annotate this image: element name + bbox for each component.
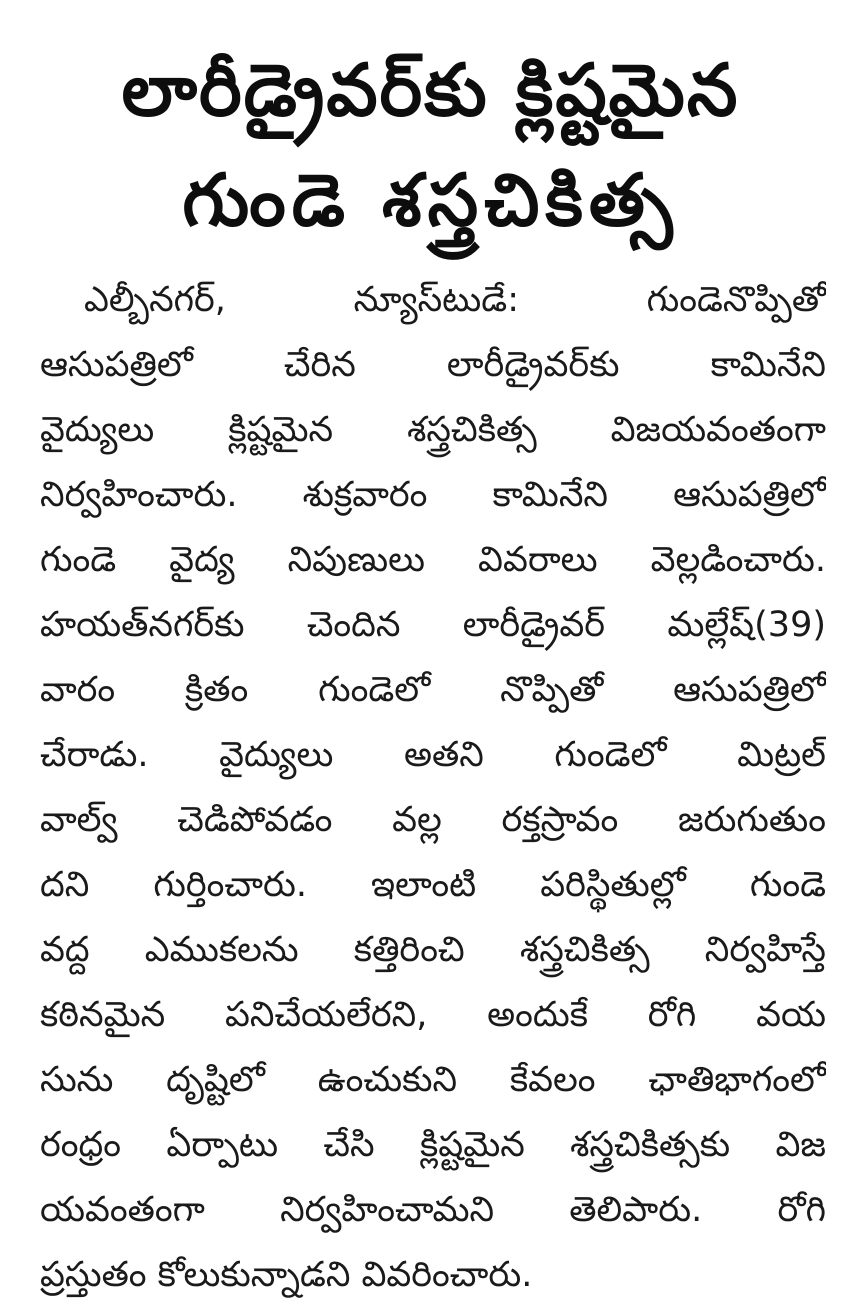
body-line-15: యవంతంగా నిర్వహించామని తెలిపారు. రోగి — [40, 1190, 826, 1230]
body-line-1: ఎల్బీనగర్, న్యూస్‌టుడే: గుండెనొప్పితో — [84, 280, 826, 320]
body-line-13: సును దృష్టిలో ఉంచుకుని కేవలం ఛాతిభాగంలో — [40, 1060, 826, 1100]
body-line-10: దని గుర్తించారు. ఇలాంటి పరిస్థితుల్లో గుండె — [40, 865, 826, 905]
body-line-16: ప్రస్తుతం కోలుకున్నాడని వివరించారు. — [40, 1255, 533, 1295]
body-line-2: ఆసుపత్రిలో చేరిన లారీడ్రైవర్‌కు కామినేని — [40, 345, 826, 385]
body-line-5: గుండె వైద్య నిపుణులు వివరాలు వెల్లడించారు. — [40, 540, 826, 580]
body-line-6: హయత్‌నగర్‌కు చెందిన లారీడ్రైవర్ మల్లేష్(39) — [40, 605, 826, 645]
headline-line-2: గుండె శస్త్రచికిత్స — [182, 158, 679, 242]
body-line-3: వైద్యులు క్లిష్టమైన శస్త్రచికిత్స విజయవంతంగా — [40, 410, 826, 450]
body-line-12: కఠినమైన పనిచేయలేరని, అందుకే రోగి వయ — [40, 995, 826, 1035]
headline-line-1: లారీడ్రైవర్‌కు క్లిష్టమైన — [121, 48, 740, 132]
body-line-11: వద్ద ఎముకలను కత్తిరించి శస్త్రచికిత్స నిర్వహిస్తే — [40, 930, 826, 970]
body-line-14: రంధ్రం ఏర్పాటు చేసి క్లిష్టమైన శస్త్రచికిత్సకు విజ — [40, 1125, 826, 1165]
body-line-9: వాల్వ్ చెడిపోవడం వల్ల రక్తస్రావం జరుగుతుం — [40, 800, 826, 840]
body-line-7: వారం క్రితం గుండెలో నొప్పితో ఆసుపత్రిలో — [40, 670, 826, 710]
article-body — [40, 268, 826, 1308]
body-line-4: నిర్వహించారు. శుక్రవారం కామినేని ఆసుపత్రిలో — [40, 475, 826, 515]
body-line-8: చేరాడు. వైద్యులు అతని గుండెలో మిట్రల్ — [40, 735, 826, 775]
